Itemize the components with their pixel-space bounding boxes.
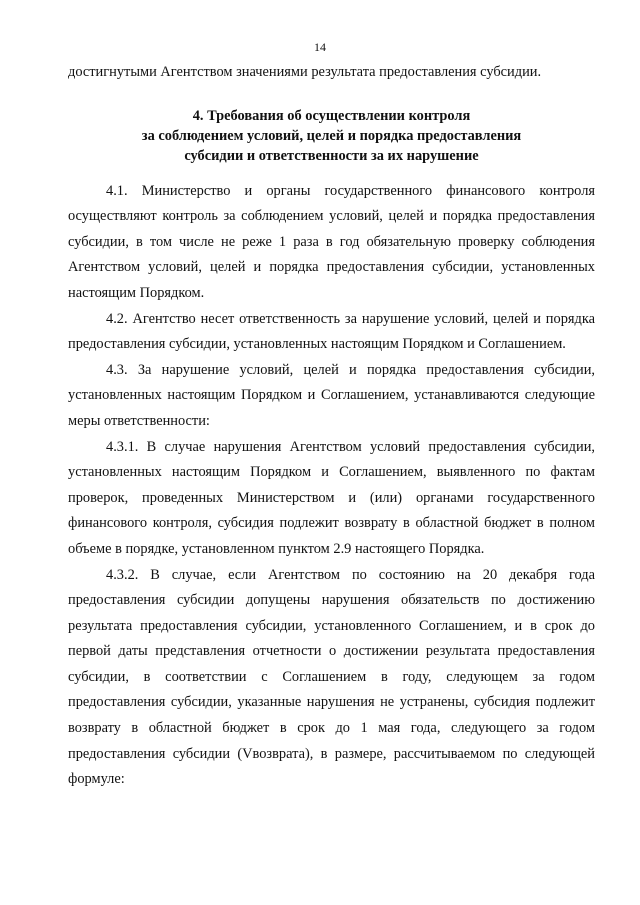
section-heading-line: за соблюдением условий, целей и порядка предоставления	[141, 127, 522, 144]
paragraph-4-1: 4.1. Министерство и органы государственного финансового контроля осуществляют контроль за соблюдением условий, целей и порядка предоставления субсидии, в том числе не реже 1 раза в год обязательную проверку соблюдения Агентством условий, целей и порядка предоставления субсидии, установленных настоящим Порядком.	[68, 182, 595, 301]
page-number: 14	[314, 40, 326, 54]
continuation-paragraph: достигнутыми Агентством значениями результата предоставления субсидии.	[68, 64, 542, 80]
paragraph-4-2: 4.2. Агентство несет ответственность за нарушение условий, целей и порядка предоставления субсидии, установленных настоящим Порядком и Соглашением.	[68, 310, 595, 353]
paragraph-4-3-1: 4.3.1. В случае нарушения Агентством условий предоставления субсидии, установленных настоящим Порядком и Соглашением, выявленного по фактам проверок, проведенных Министерством и (или) органами государственного финансового контроля, субсидия подлежит возврату в областной бюджет в полном объеме в порядке, установленном пунктом 2.9 настоящего Порядка.	[68, 438, 595, 557]
paragraph-4-3: 4.3. За нарушение условий, целей и порядка предоставления субсидии, установленных настоящим Порядком и Соглашением, устанавливаются следующие меры ответственности:	[68, 361, 595, 429]
section-heading	[68, 106, 595, 166]
section-heading-line: субсидии и ответственности за их нарушение	[184, 147, 479, 164]
section-heading-line: 4. Требования об осуществлении контроля	[192, 107, 471, 124]
paragraph-4-3-2: 4.3.2. В случае, если Агентством по состоянию на 20 декабря года предоставления субсидии допущены нарушения обязательств по достижению результата предоставления субсидии, установленного Соглашением, и в срок до первой даты представления отчетности о достижении результата предоставления субсидии, в соответствии с Соглашением в году, следующем за годом предоставления субсидии, указанные нарушения не устранены, субсидия подлежит возврату в областной бюджет в срок до 1 мая года, следующего за годом предоставления субсидии (Vвозврата), в размере, рассчитываемом по следующей формуле:	[68, 566, 595, 788]
page-content	[68, 60, 595, 793]
